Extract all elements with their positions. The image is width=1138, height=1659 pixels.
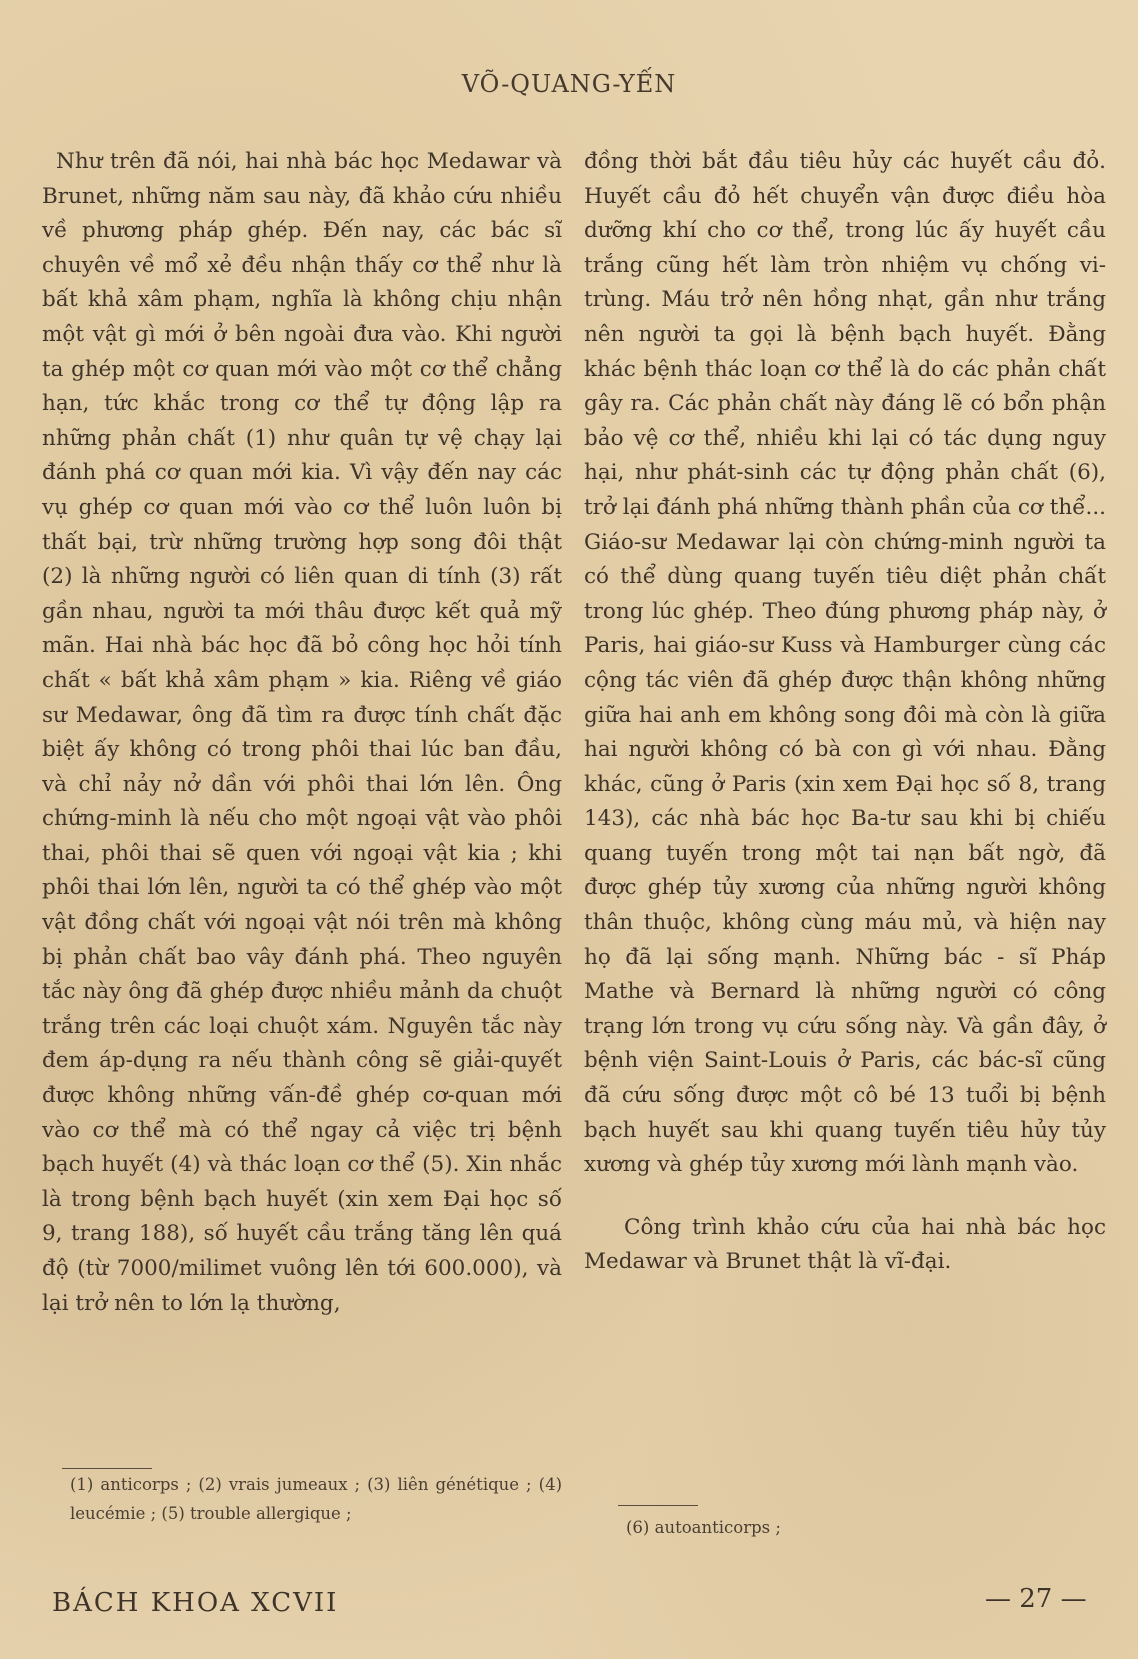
left-column: [42, 145, 562, 1321]
right-column: [584, 145, 1106, 1280]
publication-name: BÁCH KHOA XCVII: [52, 1588, 339, 1618]
footnote-divider-right: [618, 1505, 698, 1506]
right-column-paragraph-1: đồng thời bắt đầu tiêu hủy các huyết cầu đỏ. Huyết cầu đỏ hết chuyển vận được điều hòa dưỡng khí cho cơ thể, trong lúc ấy huyết cầu trắng cũng hết làm tròn nhiệm vụ chống vi-trùng. Máu trở nên hồng nhạt, gần như trắng nên người ta gọi là bệnh bạch huyết. Đằng khác bệnh thác loạn cơ thể là do các phản chất gây ra. Các phản chất này đáng lẽ có bổn phận bảo vệ cơ thể, nhiều khi lại có tác dụng nguy hại, như phát-sinh các tự động phản chất (6), trở lại đánh phá những thành phần của cơ thể... Giáo-sư Medawar lại còn chứng-minh người ta có thể dùng quang tuyến tiêu diệt phản chất trong lúc ghép. Theo đúng phương pháp này, ở Paris, hai giáo-sư Kuss và Hamburger cùng các cộng tác viên đã ghép được thận không những giữa hai anh em không song đôi mà còn là giữa hai người không có bà con gì với nhau. Đằng khác, cũng ở Paris (xin xem Đại học số 8, trang 143), các nhà bác học Ba-tư sau khi bị chiếu quang tuyến trong một tai nạn bất ngờ, đã được ghép tủy xương của những người không thân thuộc, không cùng máu mủ, và hiện nay họ đã lại sống mạnh. Những bác - sĩ Pháp Mathe và Bernard là những người có công trạng lớn trong vụ cứu sống này. Và gần đây, ở bệnh viện Saint-Louis ở Paris, các bác-sĩ cũng đã cứu sống được một cô bé 13 tuổi bị bệnh bạch huyết sau khi quang tuyến tiêu hủy tủy xương và ghép tủy xương mới lành mạnh vào.: [584, 149, 1106, 1178]
article-author-header: VÕ-QUANG-YẾN: [461, 70, 677, 98]
footnotes-left: (1) anticorps ; (2) vrais jumeaux ; (3) liên génétique ; (4) leucémie ; (5) trouble allergique ;: [70, 1475, 562, 1523]
left-column-text: Như trên đã nói, hai nhà bác học Medawar và Brunet, những năm sau này, đã khảo cứu nhiều về phương pháp ghép. Đến nay, các bác sĩ chuyên về mổ xẻ đều nhận thấy cơ thể như là bất khả xâm phạm, nghĩa là không chịu nhận một vật gì mới ở bên ngoài đưa vào. Khi người ta ghép một cơ quan mới vào một cơ thể chẳng hạn, tức khắc trong cơ thể tự động lập ra những phản chất (1) như quân tự vệ chạy lại đánh phá cơ quan mới kia. Vì vậy đến nay các vụ ghép cơ quan mới vào cơ thể luôn luôn bị thất bại, trừ những trường hợp song đôi thật (2) là những người có liên quan di tính (3) rất gần nhau, người ta mới thâu được kết quả mỹ mãn. Hai nhà bác học đã bỏ công học hỏi tính chất « bất khả xâm phạm » kia. Riêng về giáo sư Medawar, ông đã tìm ra được tính chất đặc biệt ấy không có trong phôi thai lúc ban đầu, và chỉ nảy nở dần với phôi thai lớn lên. Ông chứng-minh là nếu cho một ngoại vật vào phôi thai, phôi thai sẽ quen với ngoại vật kia ; khi phôi thai lớn lên, người ta có thể ghép vào một vật đồng chất với ngoại vật nói trên mà không bị phản chất bao vây đánh phá. Theo nguyên tắc này ông đã ghép được nhiều mảnh da chuột trắng trên các loại chuột xám. Nguyên tắc này đem áp-dụng ra nếu thành công sẽ giải-quyết được không những vấn-đề ghép cơ-quan mới vào cơ thể mà có thể ngay cả việc trị bệnh bạch huyết (4) và thác loạn cơ thể (5). Xin nhắc là trong bệnh bạch huyết (xin xem Đại học số 9, trang 188), số huyết cầu trắng tăng lên quá độ (từ 7000/milimet vuông lên tới 600.000), và lại trở nên to lớn lạ thường,: [42, 149, 562, 1316]
footnote-divider-left: [62, 1468, 152, 1469]
footnotes-right: (6) autoanticorps ;: [626, 1518, 781, 1537]
right-column-paragraph-2: Công trình khảo cứu của hai nhà bác học Medawar và Brunet thật là vĩ-đại.: [584, 1214, 1106, 1275]
page-number: — 27 —: [985, 1584, 1087, 1614]
